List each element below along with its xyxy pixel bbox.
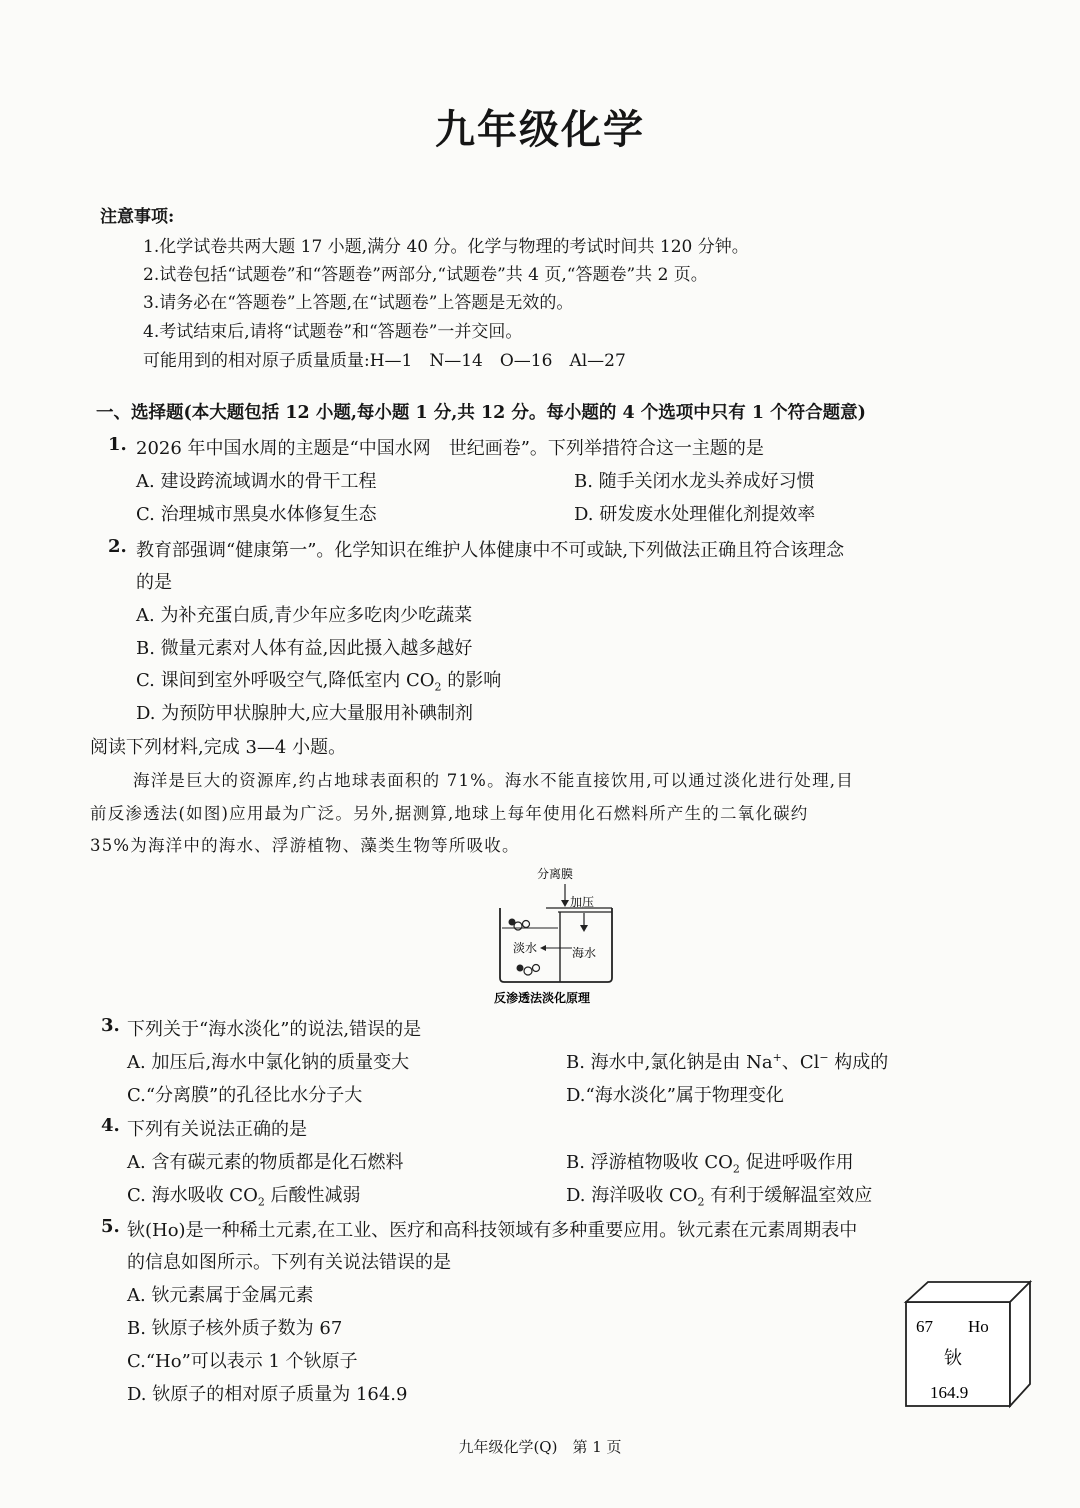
label-pressure: 加压 (570, 895, 595, 909)
q1-option-c: C. 治理城市黑臭水体修复生态 (136, 504, 377, 525)
reverse-osmosis-diagram (488, 860, 628, 1010)
element-symbol: Ho (968, 1317, 989, 1336)
q5-stem-line1: 钬(Ho)是一种稀土元素,在工业、医疗和高科技领域有多种重要应用。钬元素在元素周期表中 (127, 1220, 858, 1241)
q2-stem-line1: 教育部强调“健康第一”。化学知识在维护人体健康中不可或缺,下列做法正确且符合该理念 (136, 540, 845, 561)
notes-item-3: 3.请务必在“答题卷”上答题,在“试题卷”上答题是无效的。 (143, 293, 574, 313)
q3-stem: 下列关于“海水淡化”的说法,错误的是 (127, 1019, 422, 1040)
q1-number: 1. (108, 434, 127, 455)
q5-stem-line2: 的信息如图所示。下列有关说法错误的是 (127, 1252, 451, 1273)
q4-number: 4. (101, 1115, 120, 1136)
q3-number: 3. (101, 1015, 120, 1036)
notes-heading: 注意事项: (100, 207, 175, 227)
q2-option-b: B. 微量元素对人体有益,因此摄入越多越好 (136, 638, 473, 659)
q4-option-a: A. 含有碳元素的物质都是化石燃料 (127, 1152, 404, 1173)
element-cell-drawing (898, 1278, 1034, 1410)
section1-heading: 一、选择题(本大题包括 12 小题,每小题 1 分,共 12 分。每小题的 4 个选项中只有 1 个符合题意) (96, 403, 866, 423)
reading-line-3: 35%为海洋中的海水、浮游植物、藻类生物等所吸收。 (90, 836, 520, 855)
label-sea-water: 海水 (572, 946, 597, 960)
page-footer: 九年级化学(Q) 第 1 页 (458, 1438, 622, 1456)
page-title: 九年级化学 (435, 106, 645, 153)
q5-number: 5. (101, 1216, 120, 1237)
q5-option-d: D. 钬原子的相对原子质量为 164.9 (127, 1384, 408, 1405)
label-membrane: 分离膜 (537, 867, 574, 881)
q2-option-d: D. 为预防甲状腺肿大,应大量服用补碘制剂 (136, 703, 473, 724)
q4-option-c: C. 海水吸收 $CO_2$ 后酸性减弱 (127, 1185, 361, 1209)
q4-stem: 下列有关说法正确的是 (127, 1119, 307, 1140)
atomic-number: 67 (916, 1317, 933, 1336)
notes-item-1: 1.化学试卷共两大题 17 小题,满分 40 分。化学与物理的考试时间共 120 分钟。 (143, 237, 749, 257)
reverse-osmosis-drawing (488, 860, 628, 1010)
element-cell-holmium (898, 1278, 1034, 1410)
q5-option-a: A. 钬元素属于金属元素 (127, 1285, 314, 1306)
q4-option-d: D. 海洋吸收 $CO_2$ 有利于缓解温室效应 (566, 1185, 873, 1209)
q1-option-d: D. 研发废水处理催化剂提效率 (574, 504, 816, 525)
q3-option-c: C.“分离膜”的孔径比水分子大 (127, 1085, 363, 1106)
diagram-caption: 反渗透法淡化原理 (494, 991, 591, 1005)
q1-option-b: B. 随手关闭水龙头养成好习惯 (574, 471, 815, 492)
notes-item-4: 4.考试结束后,请将“试题卷”和“答题卷”一并交回。 (143, 322, 523, 342)
notes-item-2: 2.试卷包括“试题卷”和“答题卷”两部分,“试题卷”共 4 页,“答题卷”共 2 页。 (143, 265, 708, 285)
element-name: 钬 (944, 1348, 962, 1369)
q5-option-c: C.“Ho”可以表示 1 个钬原子 (127, 1351, 358, 1372)
q2-option-c: C. 课间到室外呼吸空气,降低室内 $CO_2$ 的影响 (136, 670, 502, 694)
q3-option-d: D.“海水淡化”属于物理变化 (566, 1085, 784, 1106)
q3-option-b: B. 海水中,氯化钠是由 Na+、Cl− 构成的 (566, 1051, 889, 1073)
q2-option-a: A. 为补充蛋白质,青少年应多吃肉少吃蔬菜 (136, 605, 473, 626)
q1-option-a: A. 建设跨流域调水的骨干工程 (136, 471, 377, 492)
label-fresh-water: 淡水 (513, 941, 538, 955)
atomic-mass: 164.9 (930, 1383, 969, 1402)
reading-line-2: 前反渗透法(如图)应用最为广泛。另外,据测算,地球上每年使用化石燃料所产生的二氧化碳约 (90, 804, 809, 823)
q2-stem-line2: 的是 (136, 572, 172, 593)
reading-intro: 阅读下列材料,完成 3—4 小题。 (90, 737, 347, 758)
reading-line-1: 海洋是巨大的资源库,约占地球表面积的 71%。海水不能直接饮用,可以通过淡化进行处理,目 (133, 771, 854, 790)
atomic-masses: 可能用到的相对原子质量质量:H—1 N—14 O—16 Al—27 (143, 351, 626, 371)
q4-option-b: B. 浮游植物吸收 $CO_2$ 促进呼吸作用 (566, 1152, 854, 1176)
q2-number: 2. (108, 536, 127, 557)
q3-option-a: A. 加压后,海水中氯化钠的质量变大 (127, 1052, 410, 1073)
q1-stem: 2026 年中国水周的主题是“中国水网 世纪画卷”。下列举措符合这一主题的是 (136, 438, 764, 459)
q5-option-b: B. 钬原子核外质子数为 67 (127, 1318, 343, 1339)
